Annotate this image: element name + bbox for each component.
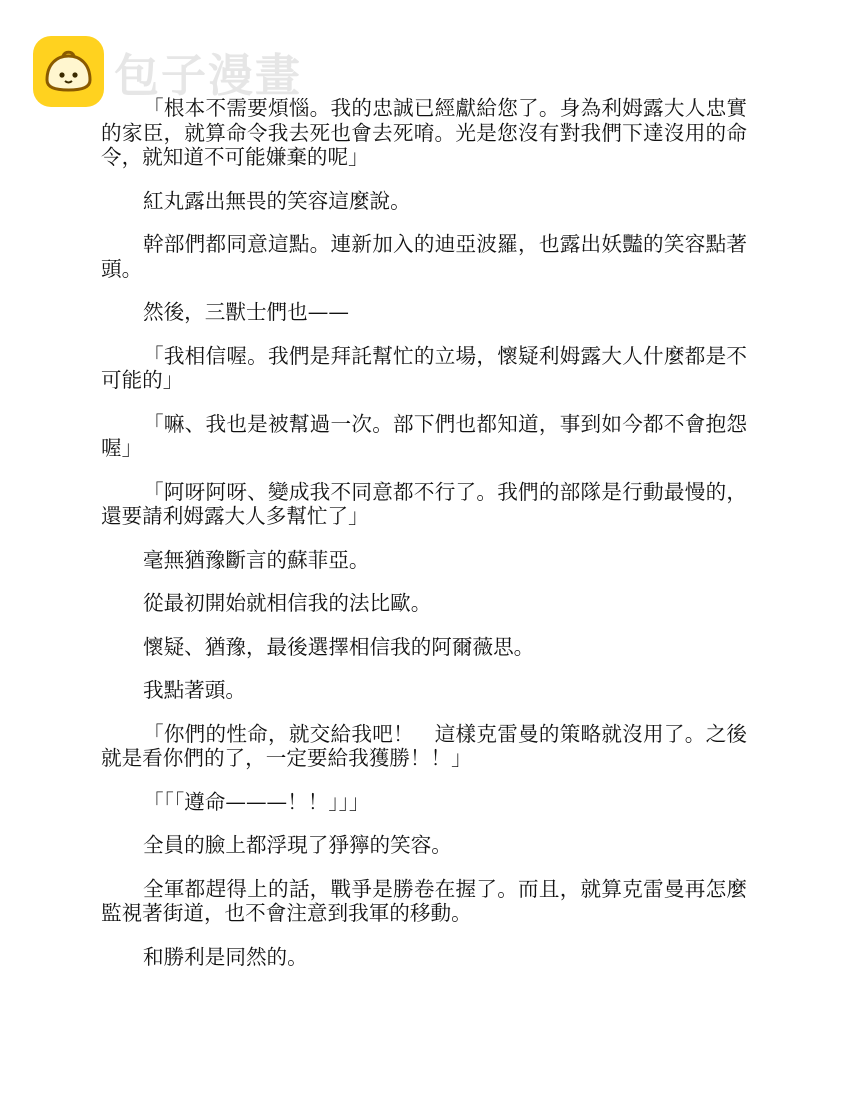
paragraph: 和勝利是同然的。 (143, 944, 308, 969)
watermark-text: 包子漫畫 (114, 48, 303, 102)
paragraph: 懷疑、猶豫，最後選擇相信我的阿爾薇思。 (143, 634, 535, 659)
paragraph: 毫無猶豫斷言的蘇菲亞。 (143, 547, 370, 572)
paragraph: 然後，三獸士們也—— (143, 300, 349, 324)
paragraph: 全員的臉上都浮現了猙獰的笑容。 (143, 833, 452, 857)
paragraph: 「「「遵命———！！」」」 (143, 789, 370, 814)
paragraph: 「你們的性命，就交給我吧！ 這樣克雷曼的策略就沒用了。之後就是看你們的了，一定要給我獲勝！！」 (101, 721, 747, 770)
paragraph: 「根本不需要煩惱。我的忠誠已經獻給您了。身為利姆露大人忠實的家臣，就算命令我去死也會去死唷。光是您沒有對我們下達沒用的命令，就知道不可能嫌棄的呢」 (101, 96, 747, 169)
paragraph: 「阿呀阿呀、變成我不同意都不行了。我們的部隊是行動最慢的，還要請利姆露大人多幫忙了」 (101, 479, 747, 528)
bun-logo-icon (33, 36, 104, 107)
paragraph: 從最初開始就相信我的法比歐。 (143, 591, 432, 615)
novel-text (101, 96, 747, 988)
paragraph: 我點著頭。 (143, 678, 246, 702)
paragraph: 「我相信喔。我們是拜託幫忙的立場，懷疑利姆露大人什麼都是不可能的」 (101, 343, 747, 392)
paragraph: 「嘛、我也是被幫過一次。部下們也都知道，事到如今都不會抱怨喔」 (101, 411, 747, 460)
paragraph: 全軍都趕得上的話，戰爭是勝卷在握了。而且，就算克雷曼再怎麼監視著街道，也不會注意到我軍的移動。 (101, 876, 747, 925)
paragraph: 幹部們都同意這點。連新加入的迪亞波羅，也露出妖豔的笑容點著頭。 (101, 232, 747, 281)
paragraph: 紅丸露出無畏的笑容這麼說。 (143, 188, 411, 213)
